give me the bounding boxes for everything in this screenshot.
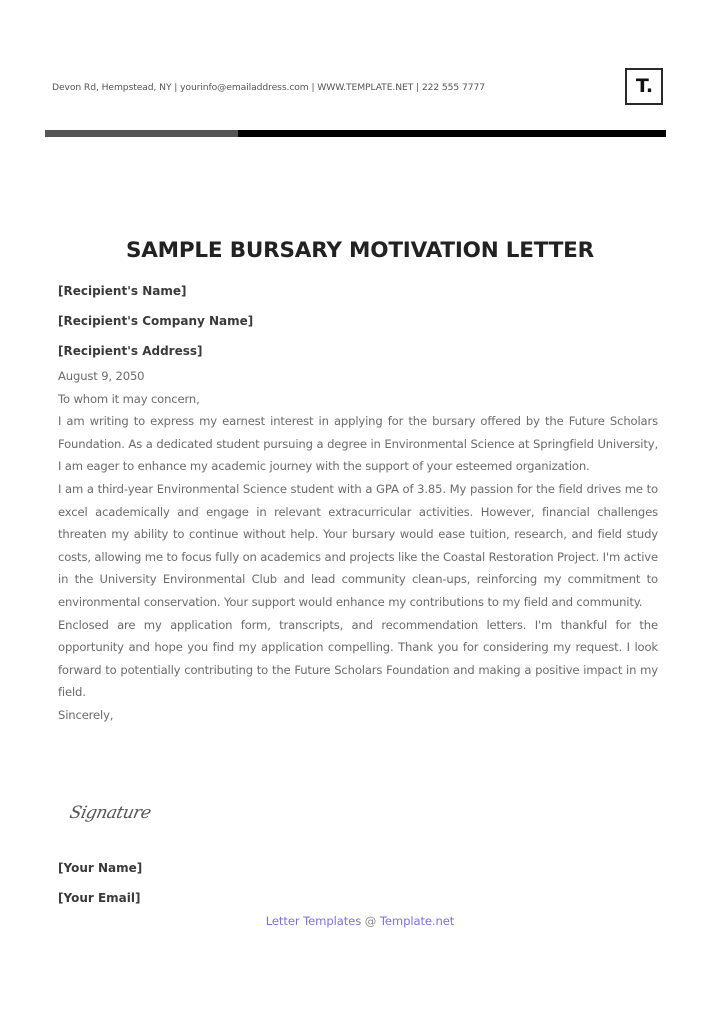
logo-t-icon: T. (635, 75, 654, 97)
footer-credit (0, 914, 720, 928)
paragraph-background: I am a third-year Environmental Science student with a GPA of 3.85. My passion for the field drives me to excel academically and engage in relevant extracurricular activities. However, financial challenges threaten my ability to continue without help. Your bursary would ease tuition, research, and field study costs, allowing me to focus fully on academics and projects like the Coastal Restoration Project. I'm active in the University Environmental Club and lead community clean-ups, reinforcing my commitment to environmental conservation. Your support would enhance my contributions to my field and community. (58, 481, 658, 609)
header-divider-bar (45, 130, 666, 137)
sender-block (58, 860, 142, 907)
header-bar-black-segment (238, 130, 666, 137)
template-logo (625, 68, 663, 105)
recipient-name: [Recipient's Name] (58, 284, 187, 298)
header-contact-line: Devon Rd, Hempstead, NY | yourinfo@emailaddress.com | WWW.TEMPLATE.NET | 222 555 7777 (52, 82, 485, 93)
paragraph-intro: I am writing to express my earnest interest in applying for the bursary offered by the Future Scholars Foundation. As a dedicated student pursuing a degree in Environmental Science at Springfield University, I am eager to enhance my academic journey with the support of your esteemed organization. (58, 414, 658, 474)
recipient-company: [Recipient's Company Name] (58, 314, 254, 328)
document-title: SAMPLE BURSARY MOTIVATION LETTER (125, 238, 595, 263)
signature: Signature (67, 803, 153, 823)
sender-name: [Your Name] (58, 861, 143, 875)
recipient-address: [Recipient's Address] (58, 344, 203, 358)
closing-phrase: Sincerely, (58, 707, 114, 722)
paragraph-closing: Enclosed are my application form, transcripts, and recommendation letters. I'm thankful for the opportunity and hope you find my application compelling. Thank you for considering my request. I look forward to potentially contributing to the Future Scholars Foundation and making a positive impact in my field. (58, 617, 658, 700)
salutation: To whom it may concern, (58, 391, 200, 406)
letter-date: August 9, 2050 (58, 369, 145, 383)
footer-link-template-net[interactable]: Template.net (379, 914, 455, 928)
sender-email: [Your Email] (58, 891, 141, 905)
letter-body (58, 283, 658, 727)
at-icon: @ (364, 914, 377, 928)
header-bar-grey-segment (45, 130, 238, 137)
footer-link-letter-templates[interactable]: Letter Templates (265, 914, 362, 928)
